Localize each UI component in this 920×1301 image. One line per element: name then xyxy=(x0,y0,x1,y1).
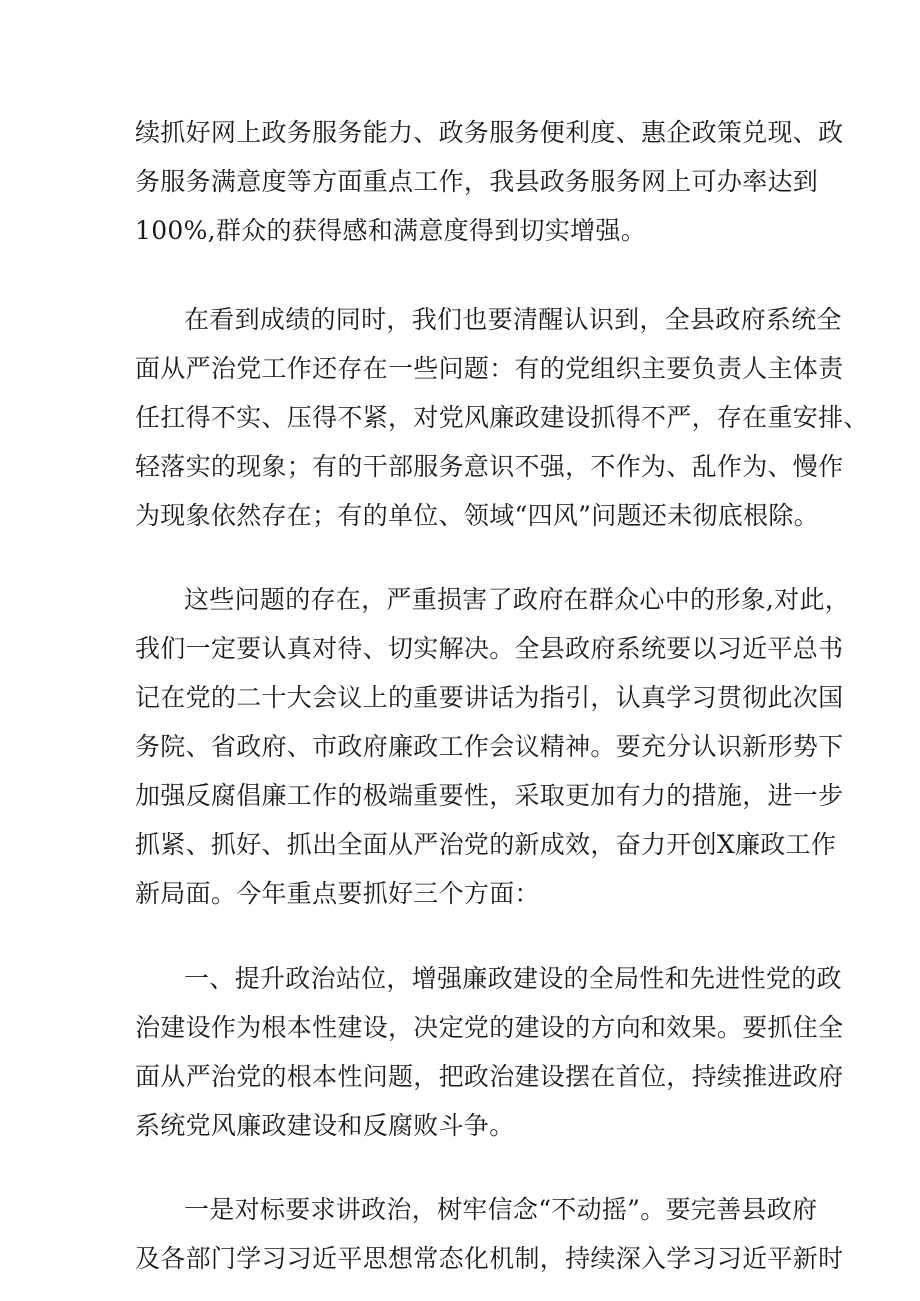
text-line: 系统党风廉政建设和反腐败斗争。 xyxy=(135,1111,515,1140)
paragraph-first-line: 在看到成绩的同时，我们也要清醒认识到，全县政府系统全 xyxy=(184,305,842,334)
text-line: 续抓好网上政务服务能力、政务服务便利度、惠企政策兑现、政 xyxy=(135,118,844,147)
text-line: 为现象依然存在；有的单位、领域“四风”问题还未彻底根除。 xyxy=(135,501,819,530)
text-line: 100%,群众的获得感和满意度得到切实增强。 xyxy=(135,216,647,245)
text-line: 治建设作为根本性建设，决定党的建设的方向和效果。要抓住全 xyxy=(135,1013,844,1042)
text-line: 我们一定要认真对待、切实解决。全县政府系统要以习近平总书 xyxy=(135,634,844,663)
text-line: 轻落实的现象；有的干部服务意识不强，不作为、乱作为、慢作 xyxy=(135,452,844,481)
paragraph-first-line: 这些问题的存在，严重损害了政府在群众心中的形象,对此， xyxy=(184,585,851,614)
text-line: 务院、省政府、市政府廉政工作会议精神。要充分认识新形势下 xyxy=(135,732,844,761)
text-line: 抓紧、抓好、抓出全面从严治党的新成效，奋力开创X廉政工作 xyxy=(135,830,837,859)
text-line: 面从严治党工作还存在一些问题：有的党组织主要负责人主体责 xyxy=(135,354,844,383)
paragraph-first-line: 一是对标要求讲政治，树牢信念“不动摇”。要完善县政府 xyxy=(184,1195,818,1224)
paragraph-first-line: 一、提升政治站位，增强廉政建设的全局性和先进性党的政 xyxy=(184,964,842,993)
text-line: 及各部门学习习近平思想常态化机制，持续深入学习习近平新时 xyxy=(135,1244,844,1273)
text-line: 记在党的二十大会议上的重要讲话为指引，认真学习贯彻此次国 xyxy=(135,683,844,712)
text-line: 加强反腐倡廉工作的极端重要性，采取更加有力的措施，进一步 xyxy=(135,781,844,810)
text-line: 面从严治党的根本性问题，把政治建设摆在首位，持续推进政府 xyxy=(135,1062,844,1091)
text-line: 任扛得不实、压得不紧，对党风廉政建设抓得不严，存在重安排、 xyxy=(135,403,869,432)
text-line: 务服务满意度等方面重点工作，我县政务服务网上可办率达到 xyxy=(135,167,819,196)
text-line: 新局面。今年重点要抓好三个方面： xyxy=(135,879,540,908)
